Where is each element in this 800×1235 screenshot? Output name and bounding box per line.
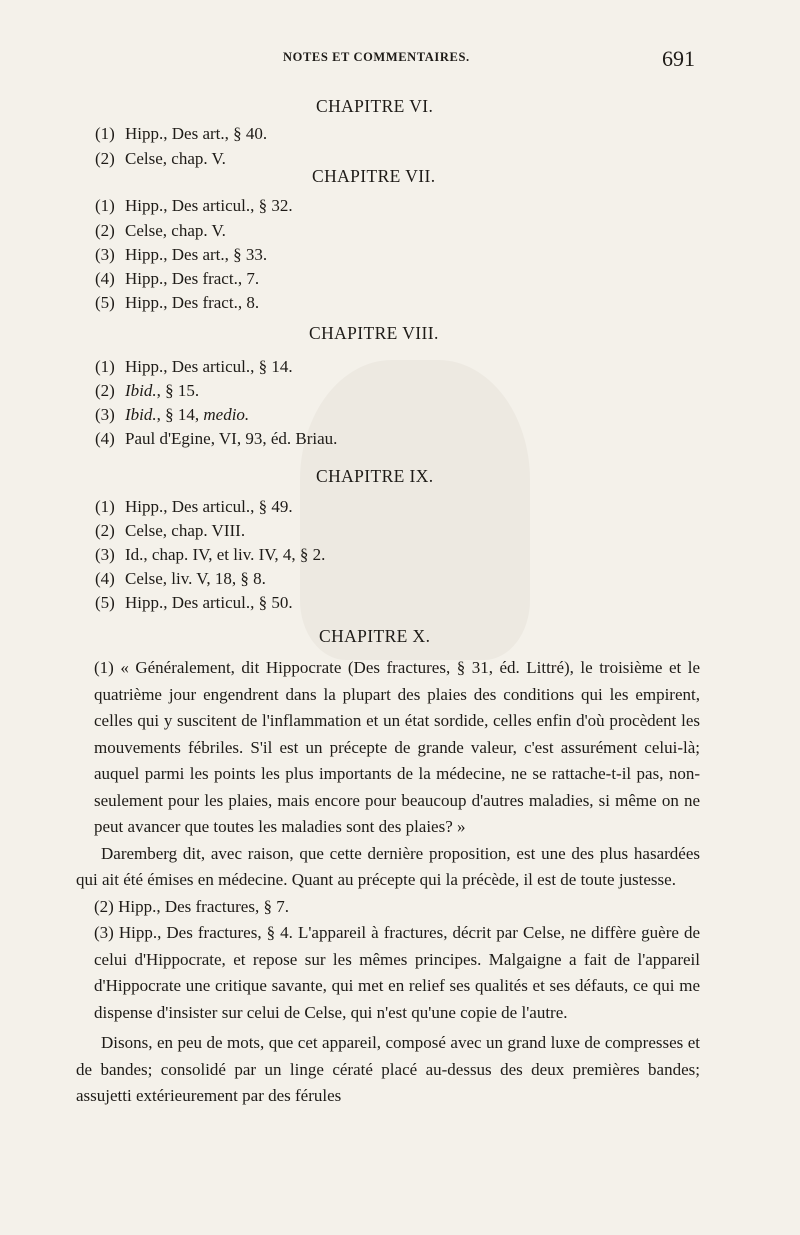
chapter-heading-ix: CHAPITRE IX. — [316, 466, 434, 486]
note-line: (1) Hipp., Des art., § 40. — [95, 124, 268, 143]
note-line: (4) Celse, liv. V, 18, § 8. — [95, 569, 266, 588]
note-line: (2) Celse, chap. V. — [95, 149, 226, 168]
note-line: (3) Hipp., Des art., § 33. — [95, 245, 268, 264]
note-line: (1) Hipp., Des articul., § 32. — [95, 196, 293, 215]
chapter-heading-vi: CHAPITRE VI. — [316, 96, 434, 116]
note-line: (1) Hipp., Des articul., § 14. — [95, 357, 293, 376]
chapter-heading-vii: CHAPITRE VII. — [312, 166, 436, 186]
chapter-heading-x: CHAPITRE X. — [319, 626, 431, 646]
chapter-heading-viii: CHAPITRE VIII. — [309, 323, 439, 343]
note-line: (3) Id., chap. IV, et liv. IV, 4, § 2. — [95, 545, 326, 564]
note-line: (1) Hipp., Des articul., § 49. — [95, 497, 293, 516]
note-line: (3) Ibid., § 14, medio. — [95, 405, 250, 424]
note-line: (2) Celse, chap. VIII. — [95, 521, 246, 540]
paragraph: (3) Hipp., Des fractures, § 4. L'appareil à fractures, décrit par Celse, ne diffère guère de celui d'Hippocrate, et repose sur les mêmes principes. Malgaigne a fait de l'appareil d'Hippocrate une critique savante, qui met en relief ses qualités et ses défauts, ce qui me dispense d'insister sur celui de Celse, qui n'est qu'une copie de l'autre. — [94, 923, 700, 1022]
paragraph: (2) Hipp., Des fractures, § 7. — [94, 896, 289, 916]
note-line: (2) Ibid., § 15. — [95, 381, 200, 400]
note-line: (4) Hipp., Des fract., 7. — [95, 269, 260, 288]
note-line: (4) Paul d'Egine, VI, 93, éd. Briau. — [95, 429, 338, 448]
chapter-x-body — [76, 655, 700, 1110]
paragraph: (1) « Généralement, dit Hippocrate (Des fractures, § 31, éd. Littré), le troisième et le quatrième jour engendrent dans la plupart des plaies des conditions qui les empirent, celles qui y suscitent de l'inflammation et un état sordide, celles enfin d'où procèdent les mouvements fébriles. S'il est un précepte de grande valeur, c'est assurément celui-là; auquel parmi les points les plus importants de la médecine, ne se rattache-t-il pas, non-seulement pour les plaies, mais encore pour beaucoup d'autres maladies, si même on ne peut avancer que toutes les maladies sont des plaies? » — [94, 658, 700, 836]
page-number: 691 — [662, 46, 695, 71]
paragraph: Disons, en peu de mots, que cet appareil, composé avec un grand luxe de compresses et de bandes; consolidé par un linge cératé placé au-dessus des deux premières bandes; assujetti extérieurement par des férules — [76, 1033, 700, 1105]
paragraph: Daremberg dit, avec raison, que cette dernière proposition, est une des plus hasardées qui ait été émises en médecine. Quant au précepte qui la précède, il est de toute justesse. — [76, 843, 700, 889]
note-line: (5) Hipp., Des fract., 8. — [95, 293, 260, 312]
running-header — [0, 46, 800, 74]
running-title: NOTES ET COMMENTAIRES. — [283, 50, 470, 64]
note-line: (5) Hipp., Des articul., § 50. — [95, 593, 293, 612]
bleed-through-decoration — [300, 360, 530, 660]
note-line: (2) Celse, chap. V. — [95, 221, 226, 240]
